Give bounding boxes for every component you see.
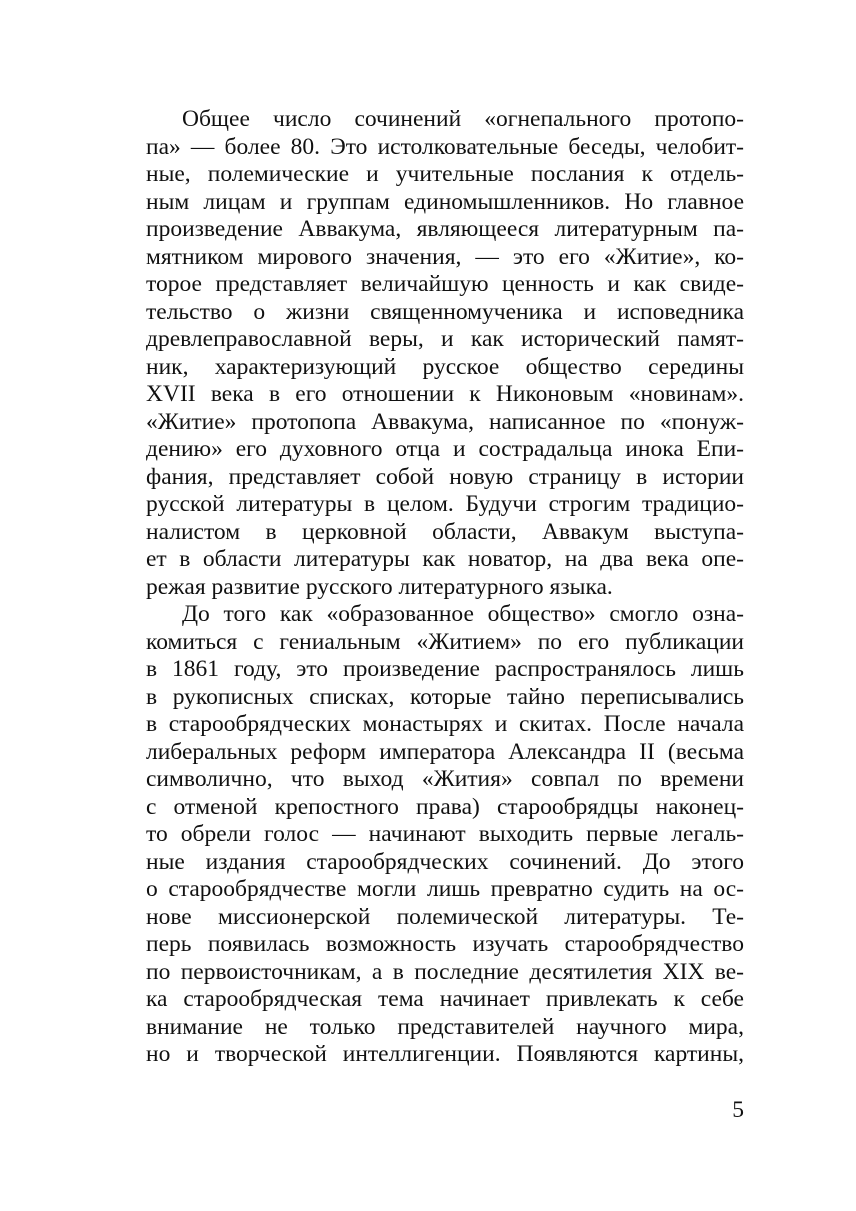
text-line: либеральных реформ императора Александра II (весьма xyxy=(146,738,744,765)
text-line: символично, что выход «Жития» совпал по времени xyxy=(146,766,744,792)
text-line: в рукописных списках, которые тайно переписывались xyxy=(146,683,744,710)
text-line: ные издания старообрядческих сочинений. До этого xyxy=(146,848,744,875)
text-line: дению» его духовного отца и сострадальца инока Епи- xyxy=(146,436,744,462)
text-line: ным лицам и группам единомышленников. Но главное xyxy=(146,188,744,215)
text-line: торое представляет величайшую ценность и как свиде- xyxy=(146,271,744,297)
text-line: ка старообрядческая тема начинает привлекать к себе xyxy=(146,986,744,1012)
text-line: па» — более 80. Это истолковательные беседы, челобит- xyxy=(146,133,744,160)
text-line: режая развитие русского литературного языка. xyxy=(146,573,613,600)
paragraph-2 xyxy=(146,601,744,1069)
text-line: «Житие» протопопа Аввакума, написанное по «понуж- xyxy=(146,408,744,435)
text-line: фания, представляет собой новую страницу в истории xyxy=(146,463,744,490)
text-line: произведение Аввакума, являющееся литературным па- xyxy=(146,216,744,242)
text-line: перь появилась возможность изучать старообрядчество xyxy=(146,931,744,957)
text-line: мятником мирового значения, — это его «Житие», ко- xyxy=(146,243,744,270)
text-line: ные, полемические и учительные послания к отдель- xyxy=(146,161,744,187)
text-line: нове миссионерской полемической литературы. Те- xyxy=(146,903,744,930)
text-line: внимание не только представителей научного мира, xyxy=(146,1013,744,1040)
text-line: ник, характеризующий русское общество середины xyxy=(146,353,744,380)
text-line: в старообрядческих монастырях и скитах. После начала xyxy=(146,711,744,737)
text-line: по первоисточникам, а в последние десятилетия XIX ве- xyxy=(146,958,744,985)
text-line: русской литературы в целом. Будучи строгим традицио- xyxy=(146,491,744,517)
text-line: с отменой крепостного права) старообрядцы наконец- xyxy=(146,793,744,820)
text-line: комиться с гениальным «Житием» по его публикации xyxy=(146,628,744,655)
text-line: Общее число сочинений «огнепального протопо- xyxy=(182,106,744,132)
text-line: то обрели голос — начинают выходить первые легаль- xyxy=(146,821,744,847)
page-number: 5 xyxy=(732,1097,744,1123)
text-line: налистом в церковной области, Аввакум выступа- xyxy=(146,518,744,545)
text-line: но и творческой интеллигенции. Появляются картины, xyxy=(146,1041,744,1067)
text-line: в 1861 году, это произведение распространялось лишь xyxy=(146,656,744,682)
text-line: ет в области литературы как новатор, на два века опе- xyxy=(146,546,744,572)
text-line: XVII века в его отношении к Никоновым «новинам». xyxy=(146,381,744,407)
text-line: тельство о жизни священномученика и исповедника xyxy=(146,298,744,325)
body-text xyxy=(146,106,744,1069)
text-line: До того как «образованное общество» смогло озна- xyxy=(182,601,744,627)
text-line: древлеправославной веры, и как исторический памят- xyxy=(146,326,744,352)
text-line: о старообрядчестве могли лишь превратно судить на ос- xyxy=(146,876,744,902)
paragraph-1 xyxy=(146,106,744,601)
